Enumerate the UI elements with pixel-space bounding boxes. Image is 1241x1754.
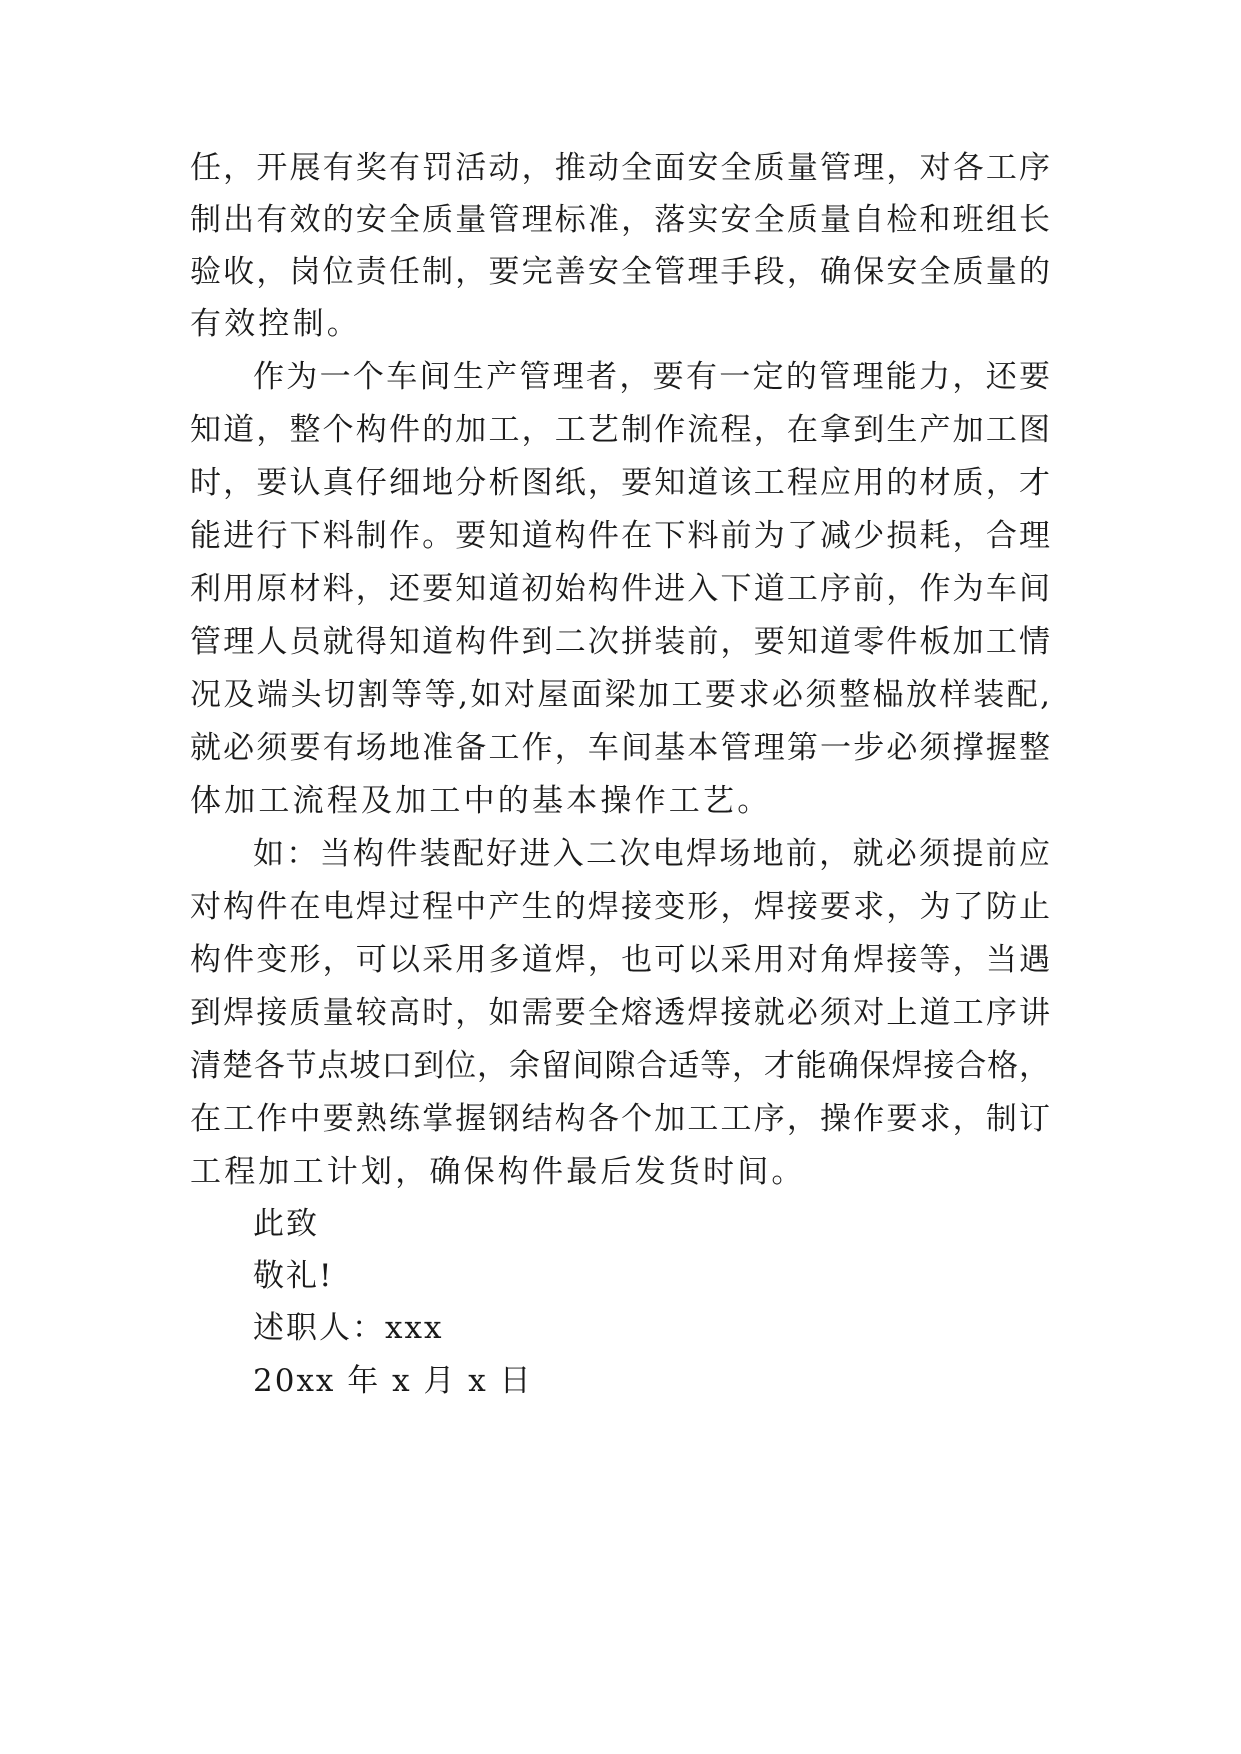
paragraph-2-line-9: 体加工流程及加工中的基本操作工艺。 bbox=[190, 783, 772, 819]
paragraph-2-line-7: 况及端头切割等等,如对屋面梁加工要求必须整榀放样装配, bbox=[190, 677, 1050, 713]
closing-date: 20xx 年 x 月 x 日 bbox=[253, 1363, 533, 1399]
paragraph-3-line-6: 在工作中要熟练掌握钢结构各个加工工序，操作要求，制订 bbox=[190, 1101, 1050, 1137]
paragraph-2-line-5: 利用原材料，还要知道初始构件进入下道工序前，作为车间 bbox=[190, 571, 1050, 607]
paragraph-1-line-3: 验收，岗位责任制，要完善安全管理手段，确保安全质量的 bbox=[190, 254, 1050, 290]
paragraph-3-line-1: 如：当构件装配好进入二次电焊场地前，就必须提前应 bbox=[253, 836, 1050, 872]
paragraph-1-line-2: 制出有效的安全质量管理标准，落实安全质量自检和班组长 bbox=[190, 202, 1050, 238]
paragraph-2-line-6: 管理人员就得知道构件到二次拼装前，要知道零件板加工情 bbox=[190, 624, 1050, 660]
paragraph-1-line-4: 有效控制。 bbox=[190, 306, 361, 342]
paragraph-3-line-3: 构件变形，可以采用多道焊，也可以采用对角焊接等，当遇 bbox=[190, 942, 1050, 978]
paragraph-2-line-4: 能进行下料制作。要知道构件在下料前为了减少损耗，合理 bbox=[190, 518, 1050, 554]
closing-signer: 述职人：xxx bbox=[253, 1310, 444, 1346]
paragraph-2-line-3: 时，要认真仔细地分析图纸，要知道该工程应用的材质，才 bbox=[190, 465, 1050, 501]
paragraph-1-line-1: 任，开展有奖有罚活动，推动全面安全质量管理，对各工序 bbox=[190, 150, 1050, 186]
paragraph-2-line-1: 作为一个车间生产管理者，要有一定的管理能力，还要 bbox=[253, 359, 1050, 395]
paragraph-3-line-7: 工程加工计划，确保构件最后发货时间。 bbox=[190, 1154, 806, 1190]
paragraph-2-line-8: 就必须要有场地准备工作，车间基本管理第一步必须撑握整 bbox=[190, 730, 1050, 766]
paragraph-2-line-2: 知道，整个构件的加工，工艺制作流程，在拿到生产加工图 bbox=[190, 412, 1050, 448]
closing-salutation: 此致 bbox=[253, 1206, 319, 1242]
paragraph-3-line-5: 清楚各节点坡口到位，余留间隙合适等，才能确保焊接合格， bbox=[190, 1048, 1050, 1084]
paragraph-3-line-2: 对构件在电焊过程中产生的焊接变形，焊接要求，为了防止 bbox=[190, 889, 1050, 925]
closing-regards: 敬礼! bbox=[253, 1258, 334, 1294]
paragraph-3-line-4: 到焊接质量较高时，如需要全熔透焊接就必须对上道工序讲 bbox=[190, 995, 1050, 1031]
